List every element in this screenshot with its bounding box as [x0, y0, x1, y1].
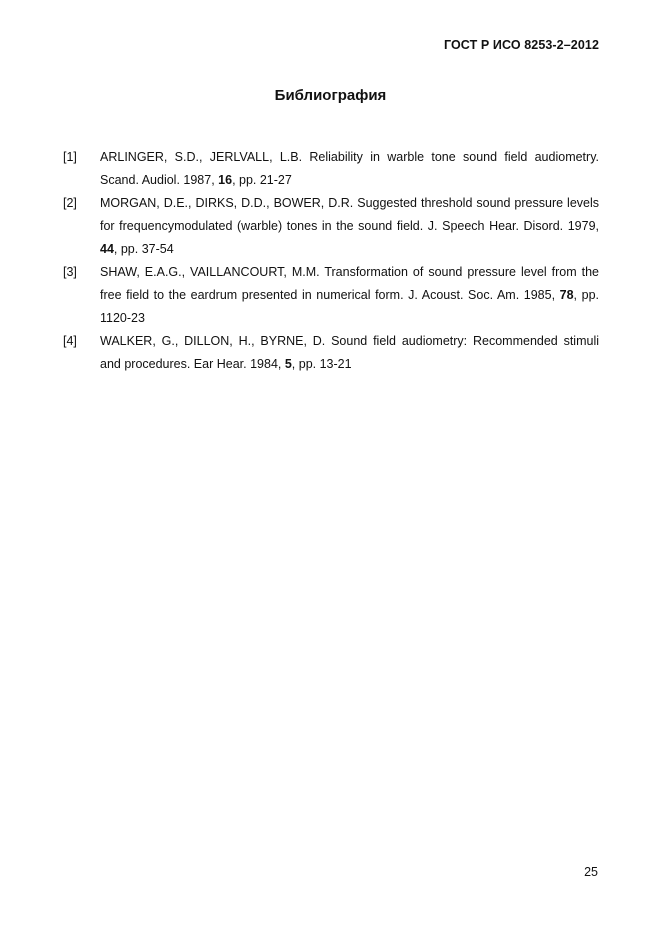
reference-item — [63, 330, 599, 376]
reference-item — [63, 261, 599, 330]
reference-volume: 16 — [218, 173, 233, 187]
reference-volume: 44 — [100, 242, 114, 256]
reference-text-part: , pp. 13-21 — [291, 357, 352, 371]
reference-text — [100, 146, 599, 192]
reference-text-part: MORGAN, D.E., DIRKS, D.D., BOWER, D.R. Suggested threshold sound pressure levels for frequencymodulated (warble) tones in the sound field. J. Speech Hear. Disord. 1979, — [100, 196, 599, 233]
reference-number: [2] — [63, 196, 77, 210]
reference-text — [100, 330, 599, 376]
document-standard-id: ГОСТ Р ИСО 8253-2–2012 — [443, 38, 599, 52]
reference-number: [1] — [63, 150, 77, 164]
reference-item — [63, 192, 599, 261]
reference-number: [4] — [63, 334, 77, 348]
reference-list — [63, 146, 599, 376]
reference-number: [3] — [63, 265, 77, 279]
reference-text-part: WALKER, G., DILLON, H., BYRNE, D. Sound field audiometry: Recommended stimuli and procedures. Ear Hear. 1984, — [100, 334, 599, 371]
reference-item — [63, 146, 599, 192]
reference-text-part: , pp. 21-27 — [232, 173, 292, 187]
reference-text-part: ARLINGER, S.D., JERLVALL, L.B. Reliability in warble tone sound field audiometry. Scand. Audiol. 1987, — [100, 150, 599, 187]
reference-volume: 5 — [284, 357, 292, 371]
reference-text — [100, 261, 599, 330]
reference-text-part: , pp. 1120-23 — [100, 288, 599, 325]
reference-volume: 78 — [559, 288, 574, 302]
reference-text — [100, 192, 599, 261]
reference-text-part: , pp. 37-54 — [113, 242, 174, 256]
bibliography-title: Библиография — [274, 87, 387, 104]
reference-text-part: SHAW, E.A.G., VAILLANCOURT, M.M. Transformation of sound pressure level from the free field to the eardrum presented in numerical form. J. Acoust. Soc. Am. 1985, — [100, 265, 599, 302]
page-number: 25 — [584, 865, 598, 879]
